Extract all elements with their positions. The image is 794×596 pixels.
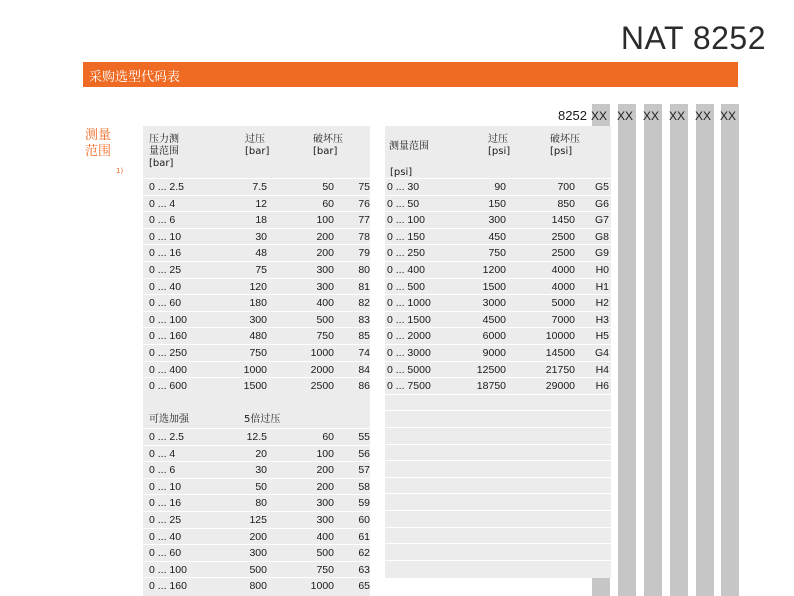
overload-cell: 80 [255,497,267,510]
range-cell: 0 ... 1500 [387,313,431,326]
burst-cell: 29000 [545,380,575,393]
burst-cell: 2500 [551,230,575,243]
burst-cell: 750 [316,330,334,343]
burst-cell: 300 [316,514,334,526]
range-cell: 0 ... 150 [387,230,425,243]
overload-cell: 450 [488,230,506,243]
overload-cell: 12.5 [246,431,267,443]
psi-overload-header: 过压 [psi] [488,134,511,157]
burst-cell: 60 [322,431,334,443]
range-cell: 0 ... 2000 [387,330,431,343]
option-table-row [143,528,370,545]
psi-table-row [385,228,611,245]
range-cell: 0 ... 16 [149,247,182,260]
bar-table-row [143,327,370,344]
overload-cell: 500 [249,563,267,576]
range-cell: 0 ... 4 [149,447,176,460]
burst-cell: 200 [316,464,334,477]
psi-table-row [385,211,611,228]
range-cell: 0 ... 10 [149,230,182,243]
range-cell: 0 ... 400 [387,264,425,276]
overload-cell: 18750 [476,380,506,393]
option-table-row [143,461,370,478]
code-cell: 82 [358,297,370,310]
overload-cell: 1000 [243,363,267,376]
code-slot-column [696,104,714,596]
bar-table-row [143,178,370,195]
overload-cell: 750 [249,347,267,359]
code-cell: 85 [358,330,370,343]
burst-cell: 21750 [545,363,575,376]
psi-table-row [385,361,611,378]
psi-table-row [385,311,611,328]
overload-cell: 48 [255,247,267,260]
option-table-row [143,478,370,495]
burst-cell: 200 [316,480,334,493]
code-cell: 78 [358,230,370,243]
psi-empty-row [385,444,611,461]
footnote-marker: 1) [116,167,124,175]
code-cell: H0 [595,264,609,276]
overload-cell: 800 [249,580,267,593]
code-cell: G9 [594,247,609,260]
psi-empty-row [385,560,611,577]
overload-cell: 20 [255,447,267,460]
overload-cell: 300 [249,547,267,560]
overload-cell: 9000 [482,347,506,359]
code-cell: 60 [358,514,370,526]
psi-unit-header: [psi] [390,167,413,178]
bar-table-row [143,211,370,228]
code-cell: H3 [595,313,609,326]
overload-cell: 12500 [476,363,506,376]
burst-cell: 300 [316,264,334,276]
code-slot-label: XX [720,109,737,123]
psi-empty-row [385,477,611,494]
overload-cell: 4500 [482,313,506,326]
bar-table-row [143,261,370,278]
code-slot-label: XX [617,109,634,123]
code-cell: 76 [358,197,370,210]
code-cell: 86 [358,380,370,393]
bar-table-row [143,228,370,245]
code-cell: G4 [594,347,609,359]
overload-cell: 18 [255,214,267,227]
burst-cell: 10000 [545,330,575,343]
burst-cell: 750 [316,563,334,576]
option-table-row [143,544,370,561]
psi-empty-row [385,460,611,477]
code-cell: G5 [594,181,609,193]
code-slot-column [644,104,662,596]
burst-cell: 1000 [310,580,334,593]
code-cell: G7 [594,214,609,227]
range-cell: 0 ... 100 [149,563,187,576]
code-cell: 55 [358,431,370,443]
range-cell: 0 ... 2.5 [149,181,185,193]
overload-cell: 1500 [482,280,506,293]
range-cell: 0 ... 40 [149,280,182,293]
burst-cell: 1450 [551,214,575,227]
psi-table-row [385,327,611,344]
overload-cell: 150 [488,197,506,210]
bar-table-row [143,361,370,378]
code-cell: 59 [358,497,370,510]
psi-table-row [385,244,611,261]
burst-cell: 100 [316,214,334,227]
range-cell: 0 ... 25 [149,264,182,276]
burst-cell: 2500 [551,247,575,260]
overload-cell: 1500 [243,380,267,393]
range-cell: 0 ... 40 [149,530,182,543]
overload-cell: 300 [249,313,267,326]
psi-table-row [385,278,611,295]
code-slot-label: XX [643,109,660,123]
overload-cell: 750 [488,247,506,260]
option-table-row [143,445,370,462]
burst-cell: 60 [322,197,334,210]
bar-table-row [143,294,370,311]
range-cell: 0 ... 250 [149,347,187,359]
range-cell: 0 ... 6 [149,214,176,227]
measuring-range-label: 测量 范围 [85,128,112,159]
code-cell: 56 [358,447,370,460]
code-cell: H5 [595,330,609,343]
overload-cell: 6000 [482,330,506,343]
code-cell: 83 [358,313,370,326]
bar-overload-header: 过压 [bar] [245,134,270,157]
burst-cell: 400 [316,297,334,310]
burst-cell: 4000 [551,264,575,276]
bar-table-row [143,377,370,394]
range-cell: 0 ... 500 [387,280,425,293]
option-table-row [143,511,370,528]
range-cell: 0 ... 3000 [387,347,431,359]
range-cell: 0 ... 16 [149,497,182,510]
bar-table-row [143,195,370,212]
psi-table-row [385,344,611,361]
burst-cell: 200 [316,230,334,243]
burst-cell: 300 [316,497,334,510]
code-cell: H6 [595,380,609,393]
psi-empty-row [385,394,611,411]
code-cell: G8 [594,230,609,243]
bar-burst-header: 破坏压 [bar] [313,134,343,157]
burst-cell: 7000 [551,313,575,326]
code-cell: H4 [595,363,609,376]
burst-cell: 2000 [310,363,334,376]
option-label: 可选加强 [149,414,189,425]
range-cell: 0 ... 160 [149,330,187,343]
overload-cell: 30 [255,464,267,477]
range-cell: 0 ... 5000 [387,363,431,376]
range-cell: 0 ... 100 [387,214,425,227]
range-cell: 0 ... 60 [149,547,182,560]
overload-cell: 3000 [482,297,506,310]
overload-cell: 120 [249,280,267,293]
bar-table-row [143,344,370,361]
burst-cell: 400 [316,530,334,543]
psi-empty-row [385,427,611,444]
overload-cell: 200 [249,530,267,543]
code-cell: 63 [358,563,370,576]
psi-empty-row [385,410,611,427]
range-cell: 0 ... 4 [149,197,176,210]
burst-cell: 200 [316,247,334,260]
range-cell: 0 ... 250 [387,247,425,260]
range-cell: 0 ... 7500 [387,380,431,393]
code-cell: H2 [595,297,609,310]
range-cell: 0 ... 50 [387,197,420,210]
bar-table-row [143,311,370,328]
overload-cell: 480 [249,330,267,343]
order-code-prefix: 8252 [558,108,587,123]
psi-table-row [385,178,611,195]
overload-cell: 30 [255,230,267,243]
code-cell: 84 [358,363,370,376]
psi-empty-row [385,527,611,544]
psi-empty-row [385,493,611,510]
psi-empty-row [385,543,611,560]
code-cell: 65 [358,580,370,593]
range-cell: 0 ... 160 [149,580,187,593]
burst-cell: 100 [316,447,334,460]
code-cell: 58 [358,480,370,493]
document-title: NAT 8252 [620,20,766,56]
overload-cell: 1200 [482,264,506,276]
psi-range-header: 测量范围 [389,141,429,152]
overload-cell: 125 [249,514,267,526]
burst-cell: 850 [557,197,575,210]
section-banner-label: 采购选型代码表 [89,70,181,85]
range-cell: 0 ... 400 [149,363,187,376]
burst-cell: 300 [316,280,334,293]
range-cell: 0 ... 1000 [387,297,431,310]
burst-cell: 50 [322,181,334,193]
psi-table-row [385,195,611,212]
range-cell: 0 ... 6 [149,464,176,477]
code-cell: 80 [358,264,370,276]
code-slot-column [721,104,739,596]
burst-cell: 2500 [310,380,334,393]
code-cell: 75 [358,181,370,193]
section-banner [83,62,738,87]
overload-cell: 300 [488,214,506,227]
overload-cell: 7.5 [252,181,267,193]
overload-cell: 75 [255,264,267,276]
psi-table-row [385,261,611,278]
burst-cell: 700 [557,181,575,193]
bar-table-row [143,278,370,295]
burst-cell: 1000 [310,347,334,359]
burst-cell: 500 [316,547,334,560]
range-cell: 0 ... 600 [149,380,187,393]
overload-cell: 90 [494,181,506,193]
option-table-row [143,428,370,445]
range-cell: 0 ... 2.5 [149,431,185,443]
range-cell: 0 ... 60 [149,297,182,310]
bar-table-row [143,244,370,261]
code-cell: 81 [358,280,370,293]
range-cell: 0 ... 30 [387,181,420,193]
code-cell: H1 [595,280,609,293]
code-cell: 62 [358,547,370,560]
code-slot-column [618,104,636,596]
psi-empty-row [385,510,611,527]
overload-cell: 180 [249,297,267,310]
code-slot-column [670,104,688,596]
burst-cell: 4000 [551,280,575,293]
option-table-row [143,561,370,578]
range-cell: 0 ... 25 [149,514,182,526]
bar-range-header: 压力测 量范围 [bar] [149,134,179,169]
burst-cell: 5000 [551,297,575,310]
overload-cell: 12 [255,197,267,210]
code-cell: 74 [358,347,370,359]
code-cell: 77 [358,214,370,227]
option-table-row [143,494,370,511]
code-cell: 57 [358,464,370,477]
code-cell: 79 [358,247,370,260]
range-cell: 0 ... 10 [149,480,182,493]
option-overload-label: 5倍过压 [244,414,281,425]
code-slot-label: XX [591,109,608,123]
range-cell: 0 ... 100 [149,313,187,326]
code-slot-label: XX [695,109,712,123]
burst-cell: 14500 [545,347,575,359]
psi-table-row [385,294,611,311]
code-slot-label: XX [669,109,686,123]
code-cell: G6 [594,197,609,210]
psi-burst-header: 破坏压 [psi] [550,134,580,157]
overload-cell: 50 [255,480,267,493]
psi-table-row [385,377,611,394]
burst-cell: 500 [316,313,334,326]
option-table-row [143,577,370,594]
code-cell: 61 [358,530,370,543]
